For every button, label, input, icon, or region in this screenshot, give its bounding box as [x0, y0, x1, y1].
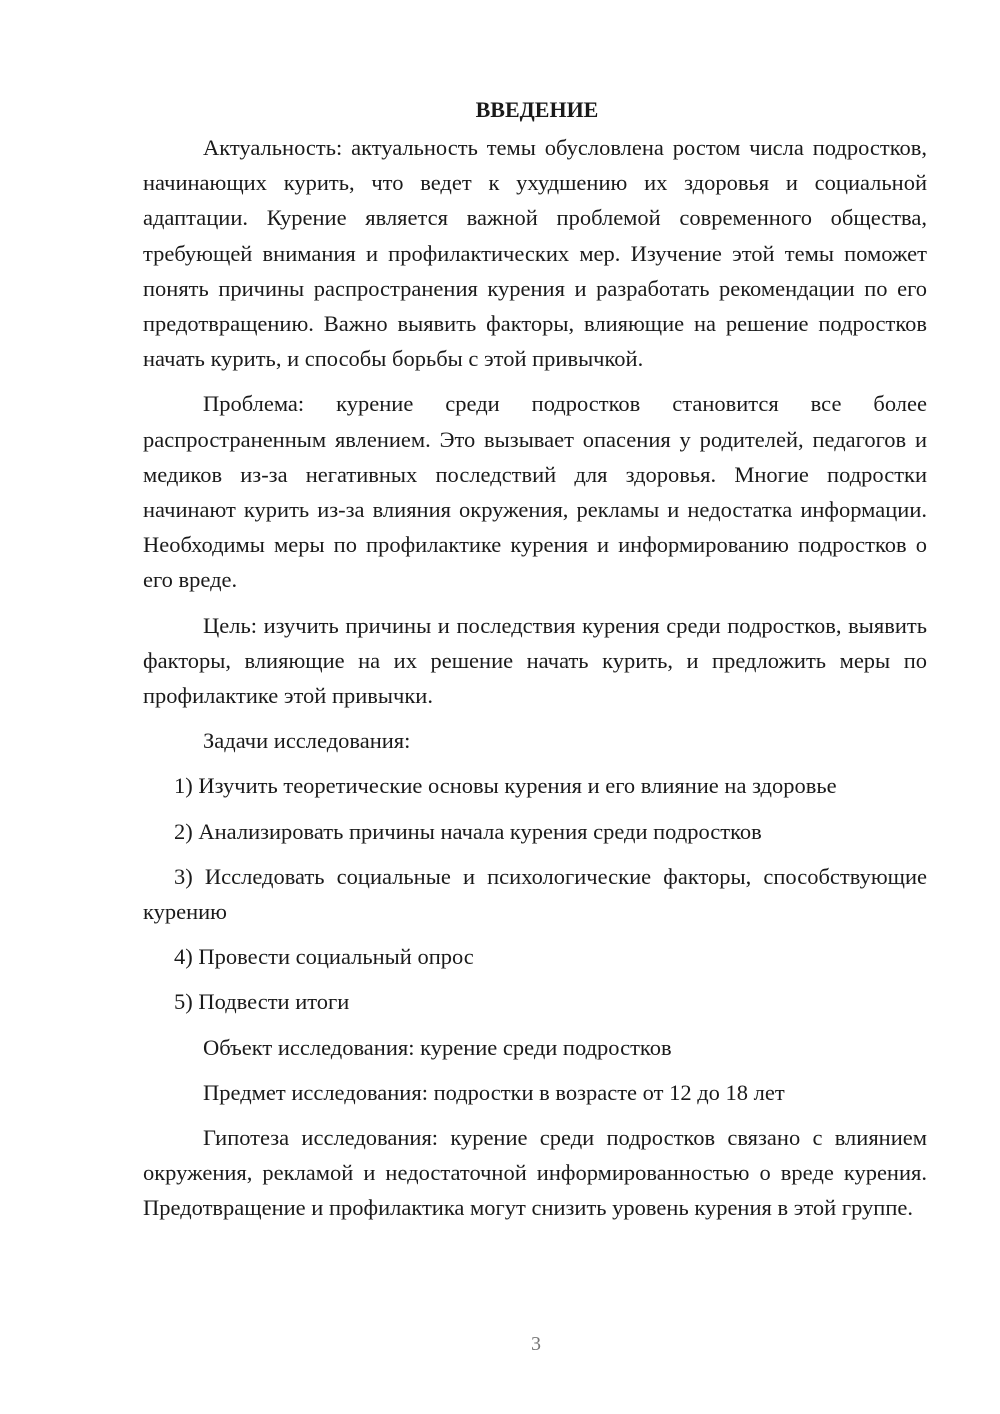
document-page [143, 92, 927, 1236]
paragraph-problem: Проблема: курение среди подростков становится все более распространенным явлением. Это вызывает опасения у родителей, педагогов и медиков из-за негативных последствий для здоровья. Многие подростки начинают курить из-за влияния окружения, рекламы и недостатка информации. Необходимы меры по профилактике курения и информированию подростков о его вреде. [143, 391, 927, 593]
page-number: 3 [531, 1333, 541, 1355]
task-item-1: 1) Изучить теоретические основы курения и его влияние на здоровье [174, 773, 837, 799]
research-subject: Предмет исследования: подростки в возрасте от 12 до 18 лет [203, 1079, 785, 1105]
task-item-3: 3) Исследовать социальные и психологические факторы, способствующие курению [143, 863, 927, 925]
task-item-5: 5) Подвести итоги [174, 989, 350, 1015]
research-object: Объект исследования: курение среди подростков [203, 1034, 672, 1060]
paragraph-relevance: Актуальность: актуальность темы обусловлена ростом числа подростков, начинающих курить, что ведет к ухудшению их здоровья и социальной адаптации. Курение является важной проблемой современного общества, требующей внимания и профилактических мер. Изучение этой темы поможет понять причины распространения курения и разработать рекомендации по его предотвращению. Важно выявить факторы, влияющие на решение подростков начать курить, и способы борьбы с этой привычкой. [143, 135, 927, 372]
section-title: ВВЕДЕНИЕ [475, 97, 599, 122]
research-hypothesis: Гипотеза исследования: курение среди подростков связано с влиянием окружения, рекламой и недостаточной информированностью о вреде курения. Предотвращение и профилактика могут снизить уровень курения в этой группе. [143, 1125, 927, 1221]
task-item-4: 4) Провести социальный опрос [174, 944, 474, 970]
tasks-heading: Задачи исследования: [203, 728, 411, 754]
paragraph-goal: Цель: изучить причины и последствия курения среди подростков, выявить факторы, влияющие на их решение начать курить, и предложить меры по профилактике этой привычки. [143, 612, 927, 709]
task-item-2: 2) Анализировать причины начала курения среди подростков [174, 818, 762, 844]
